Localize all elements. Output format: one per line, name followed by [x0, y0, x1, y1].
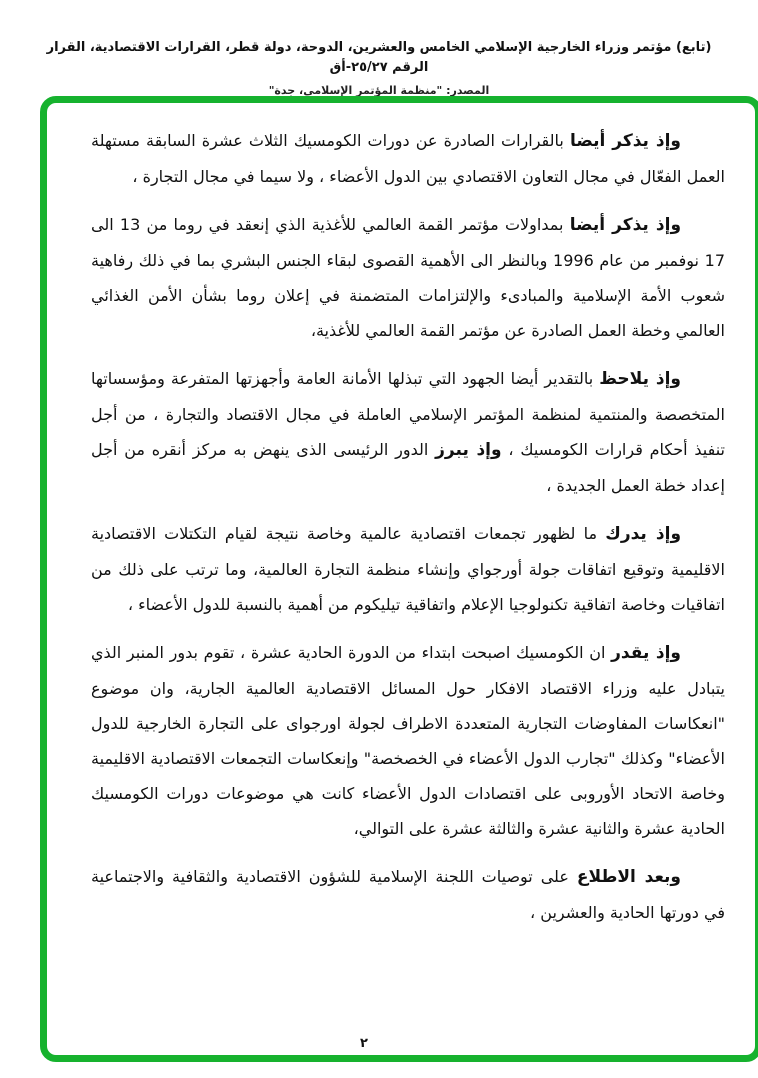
paragraph-body-secondary: الدور الرئيسى الذى ينهض به مركز أنقره من أجل إعداد خطة العمل الجديدة ، — [91, 440, 725, 495]
paragraph-appreciating-forum — [91, 635, 725, 846]
paragraph-lead-secondary: وإذ يبرز — [435, 440, 502, 460]
paragraph-having-reviewed — [91, 859, 725, 930]
header-title: (تابع) مؤتمر وزراء الخارجية الإسلامي الخامس والعشرين، الدوحة، دولة قطر، القرارات الاقتصادية، القرار الرقم ٢٥/٢٧-أق — [46, 40, 712, 75]
page-number: ٢ — [360, 1036, 368, 1051]
paragraph-body: ان الكومسيك اصبحت ابتداء من الدورة الحادية عشرة ، تقوم بدور المنبر الذي يتبادل عليه وزراء الاقتصاد الافكار حول المسائل الاقتصادية العالمية الجارية، وان موضوع "انعكاسات المفاوضات التجارية المتعددة الاطراف لجولة اورجواى على التجارة الخارجية للدول الأعضاء" وكذلك "تجارب الدول الأعضاء في الخصخصة" وإنعكاسات التجمعات الاقتصادية الاقليمية وخاصة الاتحاد الأوروبى على اقتصادات الدول الأعضاء كانت هي موضوعات دورات الكومسيك الحادية عشرة والثانية عشرة والثالثة عشرة على التوالي، — [91, 643, 725, 838]
paragraph-lead: وإذ يذكر أيضا — [569, 131, 681, 151]
paragraph-body: بمداولات مؤتمر القمة العالمي للأغذية الذي إنعقد في روما من 13 الى 17 نوفمبر من عام 1996 وبالنظر الى الأهمية القصوى لبقاء الجنس البشري بما في ذلك رفاهية شعوب الأمة الإسلامية والمبادىء والإلتزامات المتضمنة في إعلان روما بشأن الأمن الغذائي العالمي وخطة العمل الصادرة عن مؤتمر القمة العالمي للأغذية، — [91, 215, 725, 340]
document-header — [0, 38, 758, 97]
paragraph-body: على توصيات اللجنة الإسلامية للشؤون الاقتصادية والثقافية والاجتماعية في دورتها الحادية والعشرين ، — [91, 867, 725, 922]
paragraph-lead: وإذ يدرك — [605, 524, 682, 544]
paragraph-lead: وإذ يلاحظ — [599, 369, 681, 389]
paragraph-noting-efforts — [91, 361, 725, 503]
paragraph-recalling-comcec — [91, 123, 725, 194]
paragraph-body: ما لظهور تجمعات اقتصادية عالمية وخاصة نتيجة لقيام التكتلات الاقتصادية الاقليمية وتوقيع اتفاقات جولة أورجواي وإنشاء منظمة التجارة العالمية، وما ترتب على ذلك من اتفاقيات وخاصة اتفاقية تكنولوجيا الإعلام واتفاقية تيليكوم من أهمية بالنسبة للدول الأعضاء ، — [91, 524, 725, 614]
paragraph-lead: وإذ يذكر أيضا — [569, 215, 682, 235]
source-label: المصدر: — [446, 84, 490, 97]
paragraph-recalling-food-summit — [91, 207, 725, 348]
source-value: "منظمة المؤتمر الإسلامي، جدة" — [268, 84, 443, 97]
paragraph-body: بالتقدير أيضا الجهود التي تبذلها الأمانة العامة وأجهزتها المتفرعة ومؤسساتها المتخصصة والمنتمية لمنظمة المؤتمر الإسلامي العاملة في مجال الاقتصاد والتجارة ، من أجل تنفيذ أحكام قرارات الكومسيك ، — [91, 369, 725, 459]
paragraph-lead: وإذ يقدر — [611, 643, 681, 663]
paragraph-aware-groupings — [91, 516, 725, 622]
paragraph-lead: وبعد الاطلاع — [576, 867, 681, 887]
content-frame — [40, 96, 758, 1062]
paragraph-body: بالقرارات الصادرة عن دورات الكومسيك الثلاث عشرة السابقة مستهلة العمل الفعّال في مجال التعاون الاقتصادي بين الدول الأعضاء ، ولا سيما في مجال التجارة ، — [91, 131, 725, 186]
